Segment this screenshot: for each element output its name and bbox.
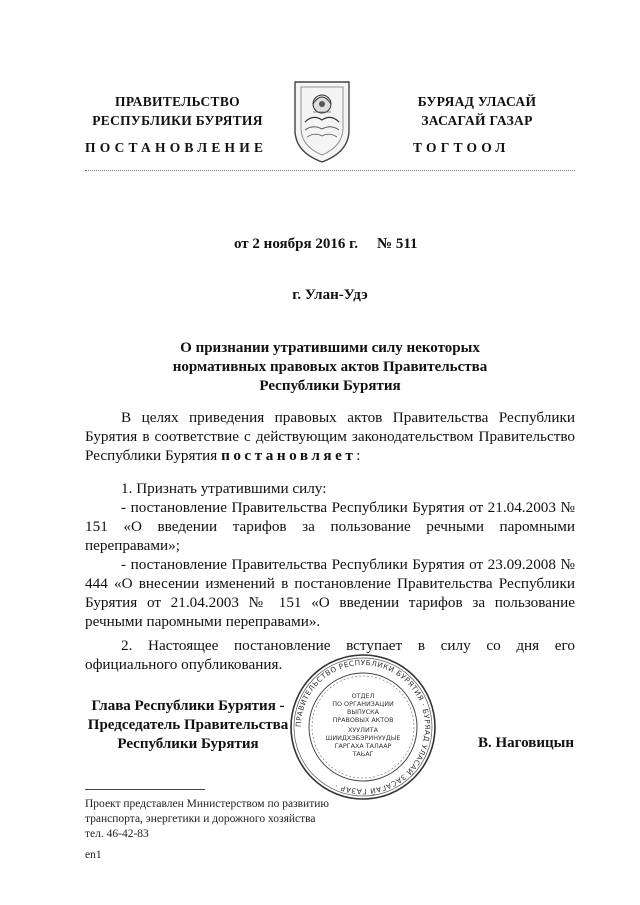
seal-line4: ПРАВОВЫХ АКТОВ	[332, 716, 394, 724]
seal-line2: ПО ОРГАНИЗАЦИИ	[332, 700, 394, 708]
seal-line7: ГАРГАХА ТАЛААР	[334, 742, 392, 750]
title-line2: нормативных правовых актов Правительства	[172, 359, 488, 375]
signatory-line1: Глава Республики Бурятия -	[91, 698, 285, 714]
signatory-name: В. Наговицын	[478, 735, 574, 751]
decree-word: постановляет	[221, 447, 357, 464]
title-line3: Республики Бурятия	[259, 378, 401, 394]
item-1-sub-1: - постановление Правительства Республики Бурятия от 21.04.2003 № 151 «О введении тарифов за пользование речными паромными переправами»;	[85, 499, 575, 554]
signatory-line2: Председатель Правительства	[87, 717, 289, 733]
signatory-line3: Республики Бурятия	[117, 736, 259, 752]
right-header	[377, 92, 577, 130]
decree-items	[85, 479, 575, 631]
document-title	[85, 339, 575, 396]
signatory-position	[85, 697, 291, 754]
item-2: 2. Настоящее постановление вступает в силу со дня его официального опубликования.	[85, 637, 575, 673]
footnote-code: en1	[85, 849, 102, 861]
right-header-line1: БУРЯАД УЛАСАЙ	[417, 94, 537, 109]
seal-outer-text: ПРАВИТЕЛЬСТВО РЕСПУБЛИКИ БУРЯТИЯ · БУРЯАД УЛАСАЙ ЗАСАГАЙ ГАЗАР ·	[293, 657, 433, 797]
seal-line8: ТАЬАГ	[352, 750, 374, 758]
preamble-text: В целях приведения правовых актов Правительства Республики Бурятия в соответствие с действующим законодательством Правительство Республики Бурятия	[85, 409, 575, 464]
header-divider	[85, 170, 575, 171]
item-1: 1. Признать утратившими силу:	[121, 480, 327, 497]
footnote	[85, 797, 329, 863]
seal-line3: ВЫПУСКА	[346, 708, 380, 716]
footnote-line3: тел. 46-42-83	[85, 828, 149, 840]
right-header-line2: ЗАСАГАЙ ГАЗАР	[421, 113, 533, 128]
right-doc-type: ТОГТООЛ	[413, 140, 510, 155]
item-1-sub-2: - постановление Правительства Республики Бурятия от 23.09.2008 № 444 «О внесении изменений в постановление Правительства Республики Бурятия от 21.04.2003 № 151 «О введении тарифов за пользование речными паромными переправами».	[85, 556, 575, 630]
left-header-line2: РЕСПУБЛИКИ БУРЯТИЯ	[92, 113, 263, 128]
left-header-line1: ПРАВИТЕЛЬСТВО	[115, 94, 240, 109]
official-seal	[288, 652, 438, 802]
seal-line5: ХУУЛИТА	[347, 726, 379, 734]
footnote-line1: Проект представлен Министерством по развитию	[85, 798, 329, 810]
seal-line1: ОТДЕЛ	[351, 692, 375, 700]
footnote-line2: транспорта, энергетики и дорожного хозяйства	[85, 813, 316, 825]
document-number: № 511	[377, 236, 418, 252]
seal-line6: ШИИДХЭБЭРИНУУДЫЕ	[325, 734, 401, 742]
title-line1: О признании утратившими силу некоторых	[180, 340, 480, 356]
preamble-paragraph	[85, 408, 575, 465]
coat-of-arms-emblem	[291, 74, 353, 164]
left-header	[85, 92, 270, 130]
city-line: г. Улан-Удэ	[292, 287, 368, 303]
document-date: от 2 ноября 2016 г.	[234, 236, 358, 252]
left-doc-type: ПОСТАНОВЛЕНИЕ	[85, 140, 268, 155]
footnote-divider	[85, 789, 205, 790]
preamble-colon: :	[356, 447, 361, 464]
